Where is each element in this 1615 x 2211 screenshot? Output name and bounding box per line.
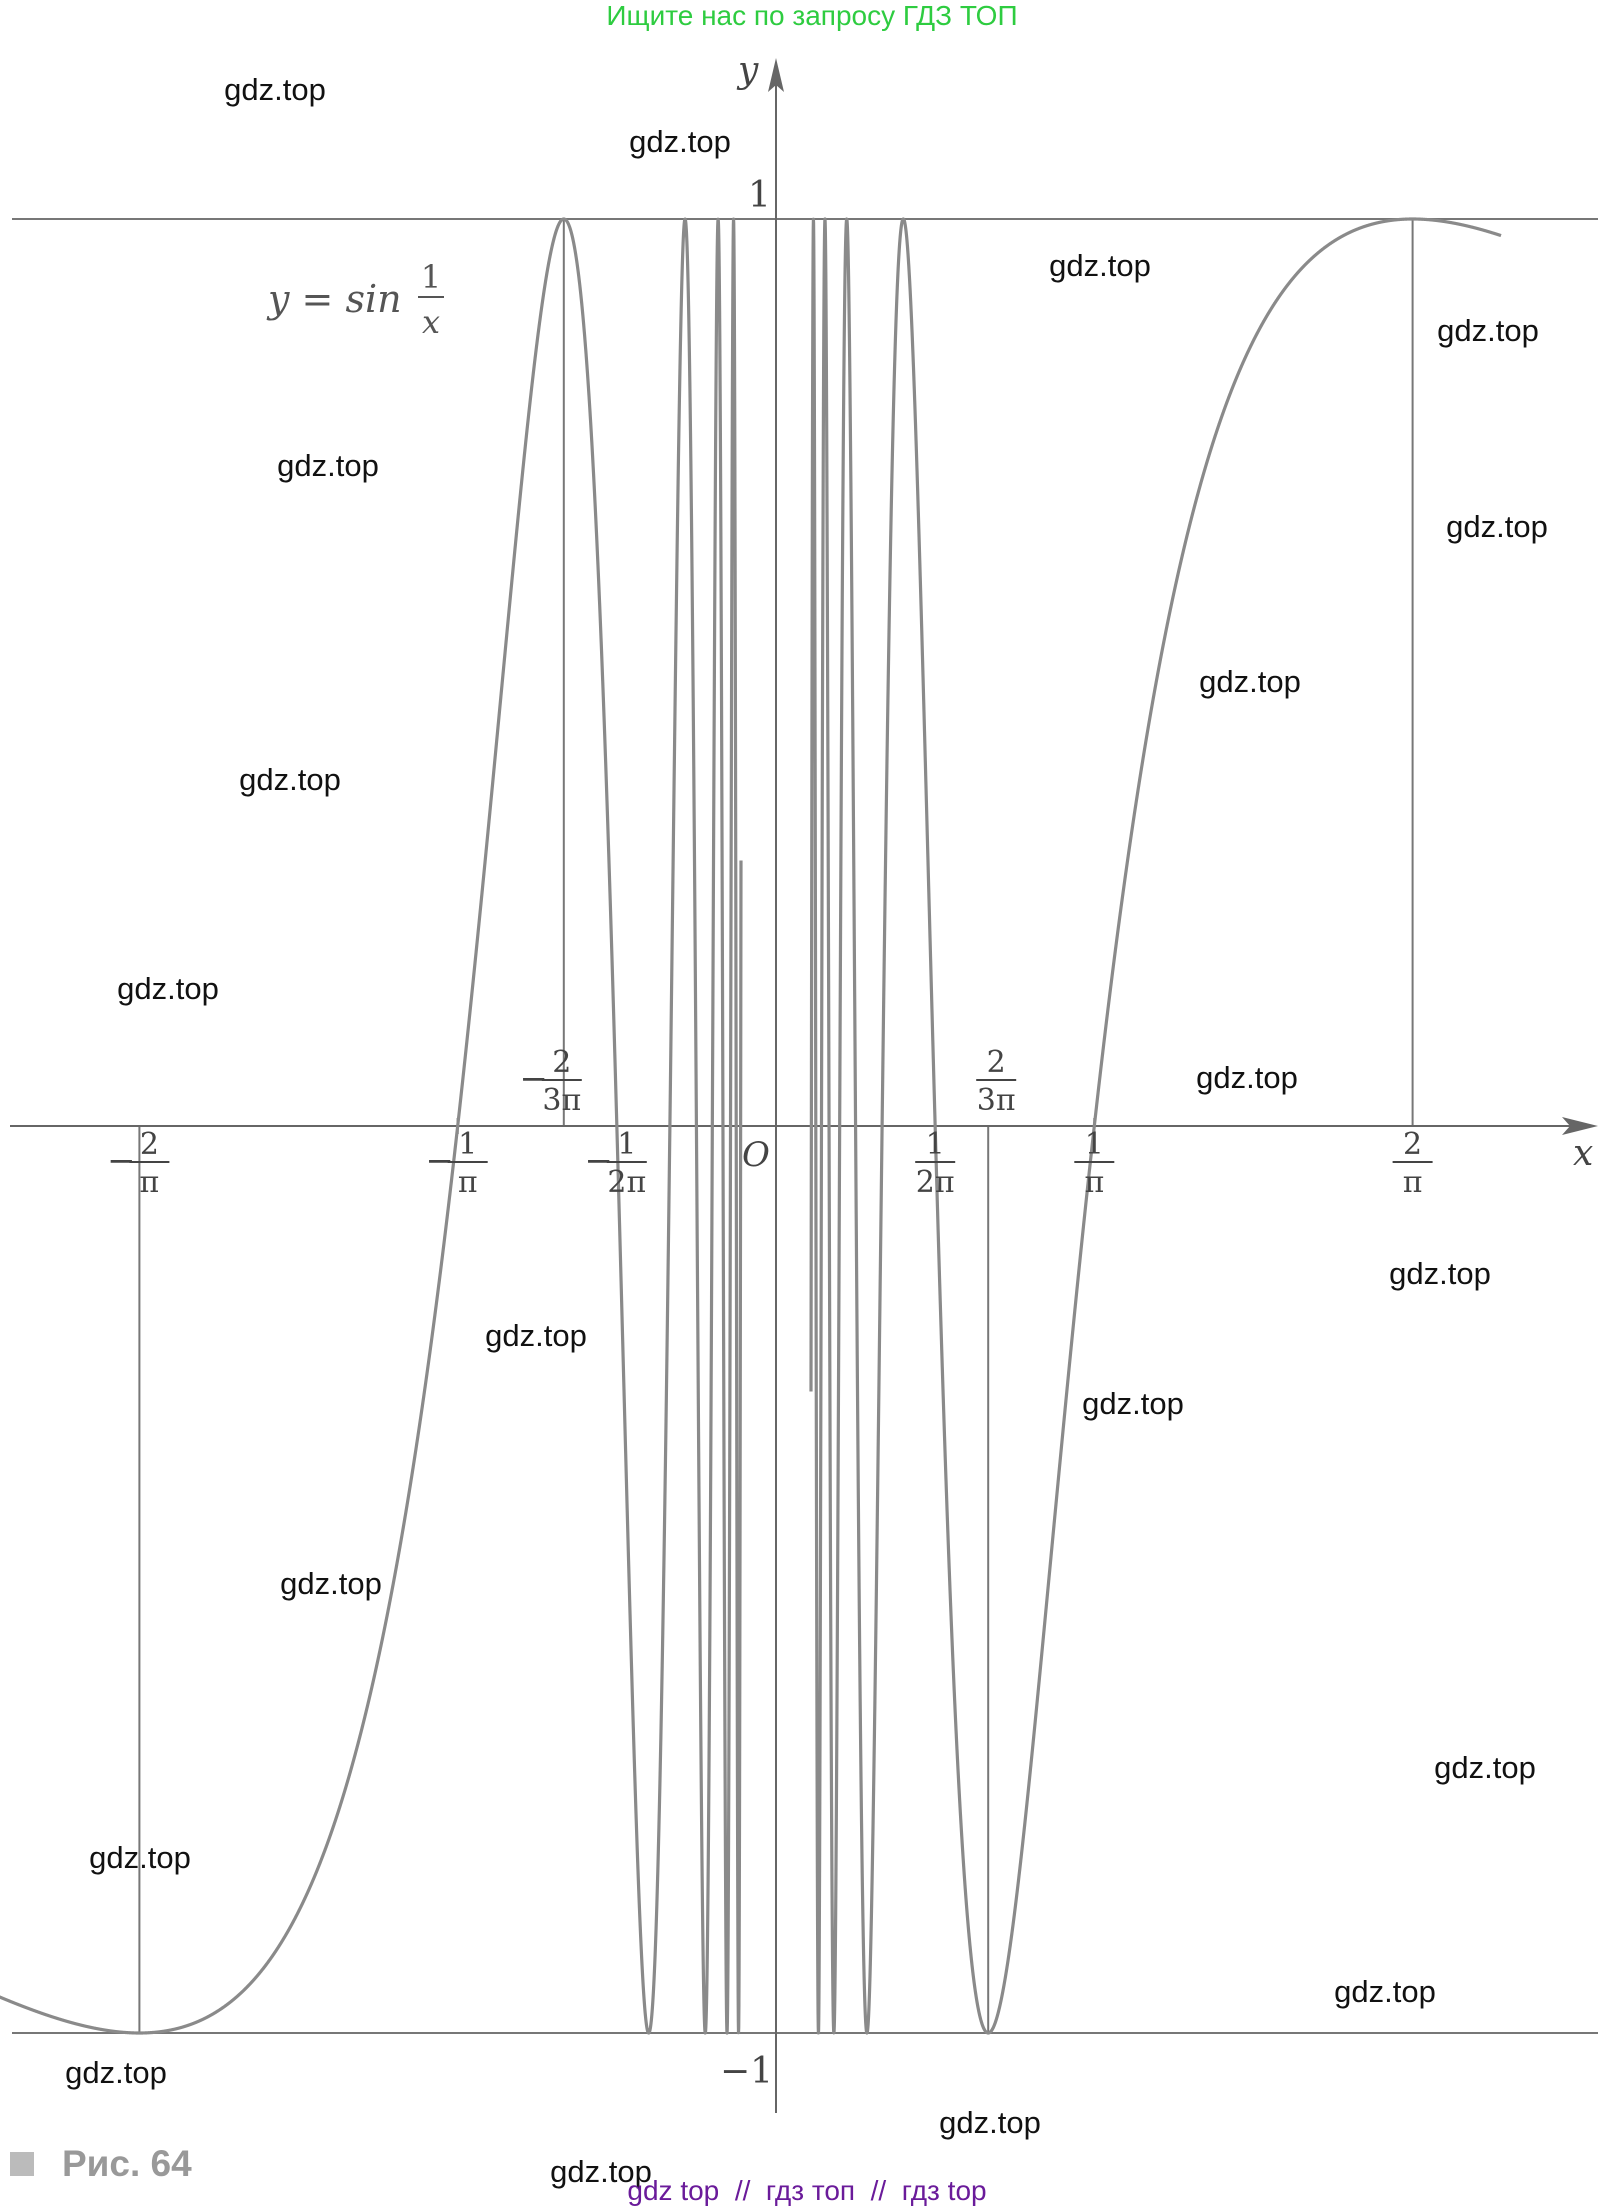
function-label-den: x bbox=[421, 303, 441, 341]
watermark-16: gdz.top bbox=[1334, 1974, 1436, 2009]
watermark-10: gdz.top bbox=[1389, 1256, 1491, 1291]
x-tick-den: 2π bbox=[607, 1165, 647, 1200]
watermark-8: gdz.top bbox=[117, 971, 219, 1006]
watermark-14: gdz.top bbox=[1434, 1750, 1536, 1785]
function-label-num: 1 bbox=[420, 258, 442, 296]
x-tick-sign: − bbox=[519, 1059, 549, 1099]
caption-marker-icon bbox=[10, 2152, 34, 2176]
x-tick-den: π bbox=[1402, 1165, 1423, 1200]
x-tick-num: 2 bbox=[986, 1045, 1006, 1080]
y-axis-label: y bbox=[738, 50, 759, 91]
x-tick-num: 1 bbox=[925, 1127, 945, 1162]
x-tick-num: 1 bbox=[617, 1127, 637, 1162]
watermark-11: gdz.top bbox=[485, 1318, 587, 1353]
x-tick-den: 2π bbox=[915, 1165, 955, 1200]
watermark-7: gdz.top bbox=[239, 762, 341, 797]
x-tick-den: 3π bbox=[542, 1083, 582, 1118]
watermark-1: gdz.top bbox=[629, 124, 731, 159]
axes bbox=[10, 58, 1598, 2113]
y-tick-label-1: −1 bbox=[720, 2051, 774, 2092]
watermark-5: gdz.top bbox=[1446, 509, 1548, 544]
top-banner[interactable]: Ищите нас по запросу ГДЗ ТОП bbox=[606, 0, 1018, 31]
x-tick-sign: − bbox=[107, 1141, 136, 1181]
x-tick-den: π bbox=[457, 1165, 478, 1200]
x-tick-num: 1 bbox=[1084, 1127, 1104, 1162]
watermark-19: gdz.top bbox=[550, 2154, 652, 2189]
function-label-lhs: y = sin bbox=[268, 277, 402, 321]
function-label bbox=[266, 258, 444, 341]
x-tick-sign: − bbox=[584, 1141, 614, 1181]
y-tick-label-0: 1 bbox=[748, 175, 771, 216]
x-tick-num: 2 bbox=[1403, 1127, 1423, 1162]
x-tick-den: π bbox=[139, 1165, 160, 1200]
watermark-18: gdz.top bbox=[939, 2105, 1041, 2140]
x-tick-num: 2 bbox=[139, 1127, 159, 1162]
x-tick-sign: − bbox=[425, 1141, 454, 1181]
watermark-0: gdz.top bbox=[224, 72, 326, 107]
x-tick-den: 3π bbox=[976, 1083, 1016, 1118]
origin-label: O bbox=[742, 1135, 770, 1175]
watermark-12: gdz.top bbox=[1082, 1386, 1184, 1421]
watermark-6: gdz.top bbox=[1199, 664, 1301, 699]
x-tick-num: 1 bbox=[458, 1127, 478, 1162]
footer-links[interactable]: gdz top // гдз топ // гдз top bbox=[627, 2175, 987, 2206]
x-tick-label-6 bbox=[1074, 1127, 1114, 1200]
x-tick-num: 2 bbox=[552, 1045, 572, 1080]
x-tick-label-5 bbox=[976, 1045, 1016, 1118]
x-tick-label-7 bbox=[1393, 1127, 1433, 1200]
watermark-2: gdz.top bbox=[1049, 248, 1151, 283]
watermark-4: gdz.top bbox=[277, 448, 379, 483]
watermark-13: gdz.top bbox=[280, 1566, 382, 1601]
watermark-17: gdz.top bbox=[65, 2055, 167, 2090]
watermark-3: gdz.top bbox=[1437, 313, 1539, 348]
caption-text: Рис. 64 bbox=[62, 2143, 192, 2184]
watermark-9: gdz.top bbox=[1196, 1060, 1298, 1095]
watermark-15: gdz.top bbox=[89, 1840, 191, 1875]
x-tick-label-0 bbox=[107, 1127, 169, 1200]
x-tick-den: π bbox=[1084, 1165, 1105, 1200]
x-tick-label-2 bbox=[520, 1045, 582, 1118]
x-axis-label: x bbox=[1573, 1133, 1594, 1174]
figure-caption bbox=[10, 2143, 192, 2184]
watermarks bbox=[65, 72, 1548, 2189]
